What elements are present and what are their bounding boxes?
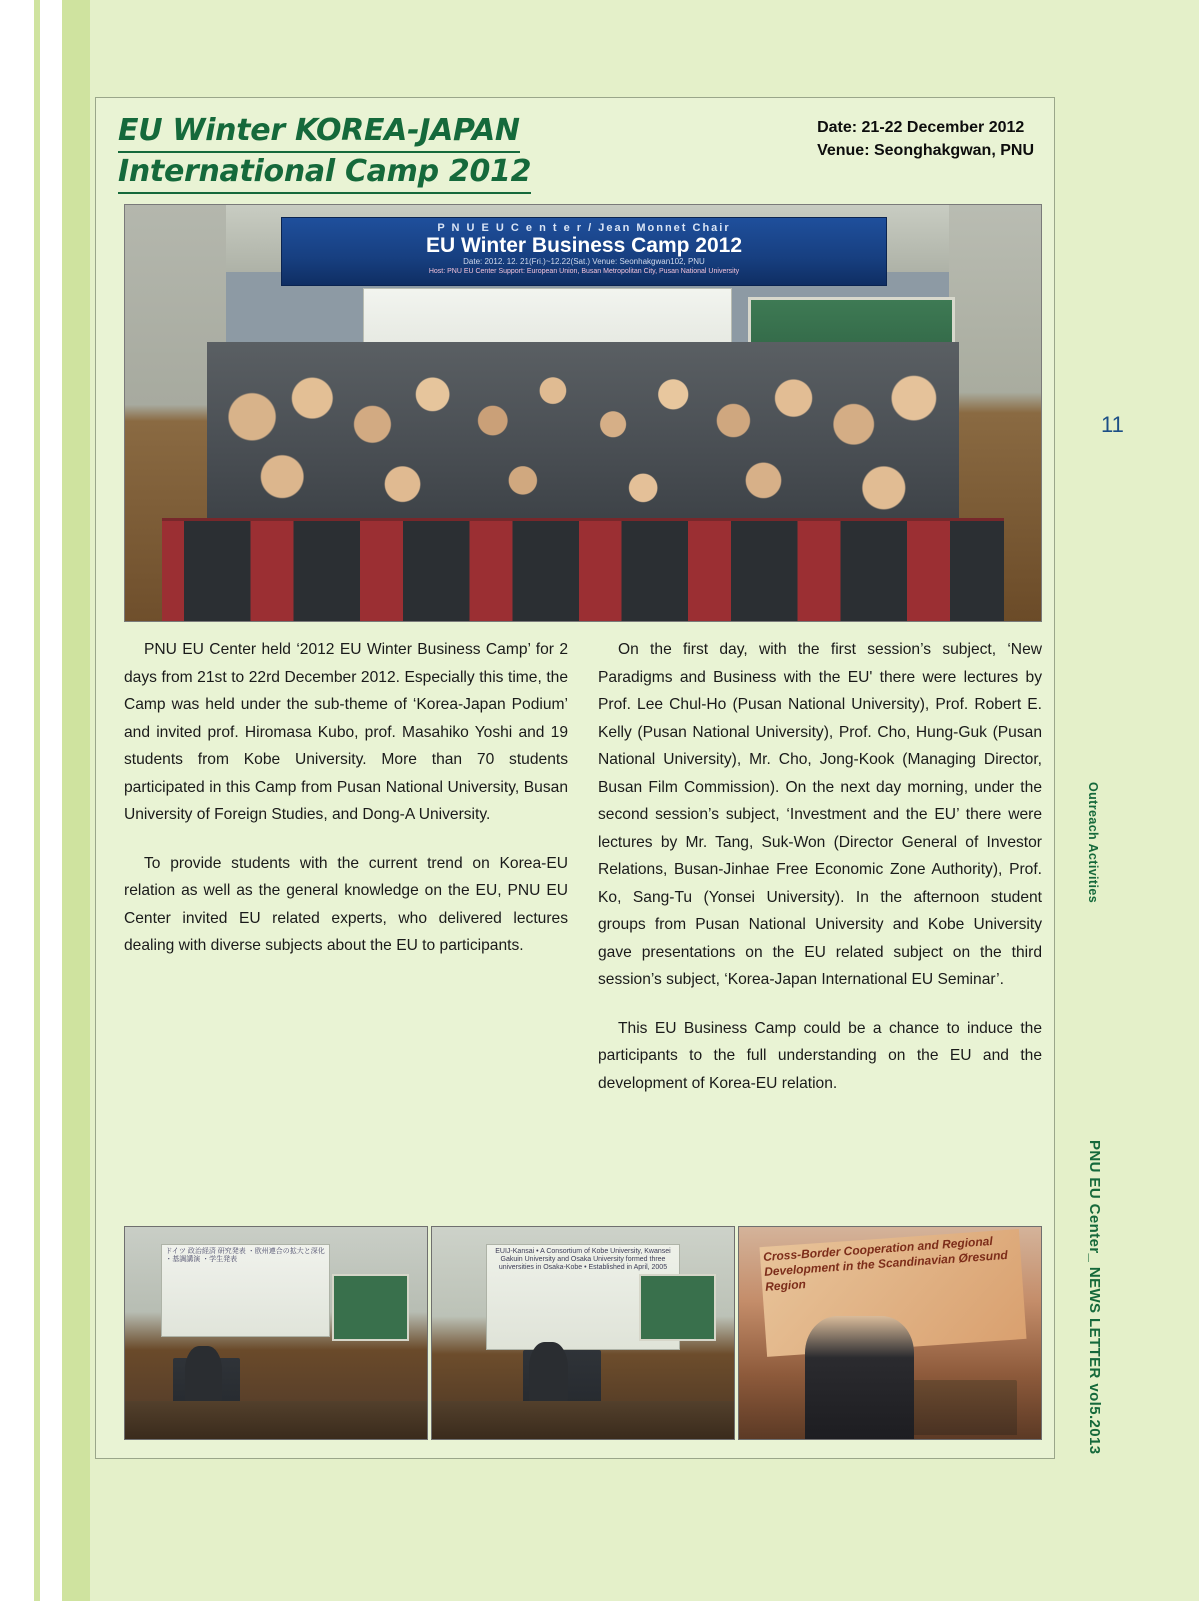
photo-desk-row <box>162 518 1005 621</box>
page-title <box>118 112 738 194</box>
photo-speaker <box>185 1346 221 1405</box>
photo-chalkboard-small <box>332 1274 408 1342</box>
banner-line-2: EU Winter Business Camp 2012 <box>425 234 743 258</box>
page-edge-white-inner <box>40 0 62 1601</box>
photo-slide-text: Cross-Border Cooperation and Regional Development in the Scandinavian Øresund Region <box>760 1229 1027 1357</box>
paragraph: This EU Business Camp could be a chance to induce the participants to the full understanding on the EU and the development of Korea-EU relation. <box>598 1019 1042 1092</box>
photo-floor <box>125 1401 427 1439</box>
banner-line-4: Host: PNU EU Center Support: European Union, Busan Metropolitan City, Pusan National University <box>428 268 740 276</box>
paragraph: PNU EU Center held ‘2012 EU Winter Business Camp’ for 2 days from 21st to 22rd December 2012. Especially this time, the Camp was held under the sub-theme of ‘Korea-Japan Podium’ and invited prof. Hiromasa Kubo, prof. Masahiko Yoshi and 19 students from Kobe University. More than 70 students participated in this Camp from Pusan National University, Busan University of Foreign Studies, and Dong-A University. <box>124 641 568 823</box>
photo-speaker-cross-border-cooperation-slide <box>738 1226 1042 1440</box>
body-column-right <box>598 636 1042 1097</box>
event-date: Date: 21-22 December 2012 <box>817 119 1025 136</box>
paragraph: On the first day, with the first session’s subject, ‘New Paradigms and Business with the EU' there were lectures by Prof. Lee Chul-Ho (Pusan National University), Prof. Robert E. Kelly (Pusan National University), Prof. Cho, Hung-Guk (Pusan National University), Mr. Cho, Jong-Kook (Managing Director, Busan Film Commission). On the next day morning, under the second session’s subject, ‘Investment and the EU’ there were lectures by Mr. Tang, Suk-Won (Director General of Investor Relations, Busan-Jinhae Free Economic Zone Authority), Prof. Ko, Sang-Tu (Yonsei University). In the afternoon student groups from Pusan National University and Kobe University gave presentations on the EU related subject on the third session’s subject, ‘Korea-Japan International EU Seminar’. <box>598 641 1042 988</box>
photo-speaker <box>529 1342 568 1406</box>
photo-speaker-with-eu-ij-kansai-slide <box>431 1226 735 1440</box>
photo-lecture-hall-presentation <box>124 1226 428 1440</box>
photo-floor <box>432 1401 734 1439</box>
article-header <box>118 112 1036 194</box>
banner-line-3: Date: 2012. 12. 21(Fri.)~12.22(Sat.) Venue: Seonhakgwan102, PNU <box>463 257 705 267</box>
article-container <box>95 97 1055 1459</box>
photo-event-banner <box>281 217 888 286</box>
article-body <box>124 636 1042 1097</box>
photo-speaker <box>805 1316 914 1439</box>
event-venue: Venue: Seonghakgwan, PNU <box>817 142 1034 159</box>
bottom-photo-strip <box>124 1226 1042 1440</box>
publication-label: PNU EU Center_ NEWS LETTER vol5.2013 <box>1086 1140 1103 1455</box>
page-edge-green-band <box>62 0 90 1601</box>
photo-chalkboard-small <box>639 1274 715 1342</box>
banner-line-1: P N U E U C e n t e r / Jean Monnet Chair <box>437 222 731 235</box>
page-edge-white <box>0 0 34 1601</box>
page-title-line2: International Camp 2012 <box>118 153 531 194</box>
photo-slide-text: EUIJ-Kansai • A Consortium of Kobe University, Kwansei Gakuin University and Osaka University formed three universities in Osaka-Kobe • Established in April, 2005 <box>486 1244 679 1350</box>
group-photo <box>124 204 1042 622</box>
body-column-left <box>124 636 568 1097</box>
page-number: 11 <box>1101 412 1124 437</box>
photo-slide-text: ドイツ 政治経済 研究発表 ・欧州連合の拡大と深化 ・基調講演 ・学生発表 <box>161 1244 330 1337</box>
event-meta <box>817 116 1034 162</box>
paragraph: To provide students with the current trend on Korea-EU relation as well as the general knowledge on the EU, PNU EU Center invited EU related experts, who delivered lectures dealing with diverse subjects about the EU to participants. <box>124 854 568 954</box>
page-title-line1: EU Winter KOREA-JAPAN <box>118 112 520 153</box>
photo-participants <box>207 342 958 529</box>
section-label-outreach: Outreach Activities <box>1086 782 1100 904</box>
